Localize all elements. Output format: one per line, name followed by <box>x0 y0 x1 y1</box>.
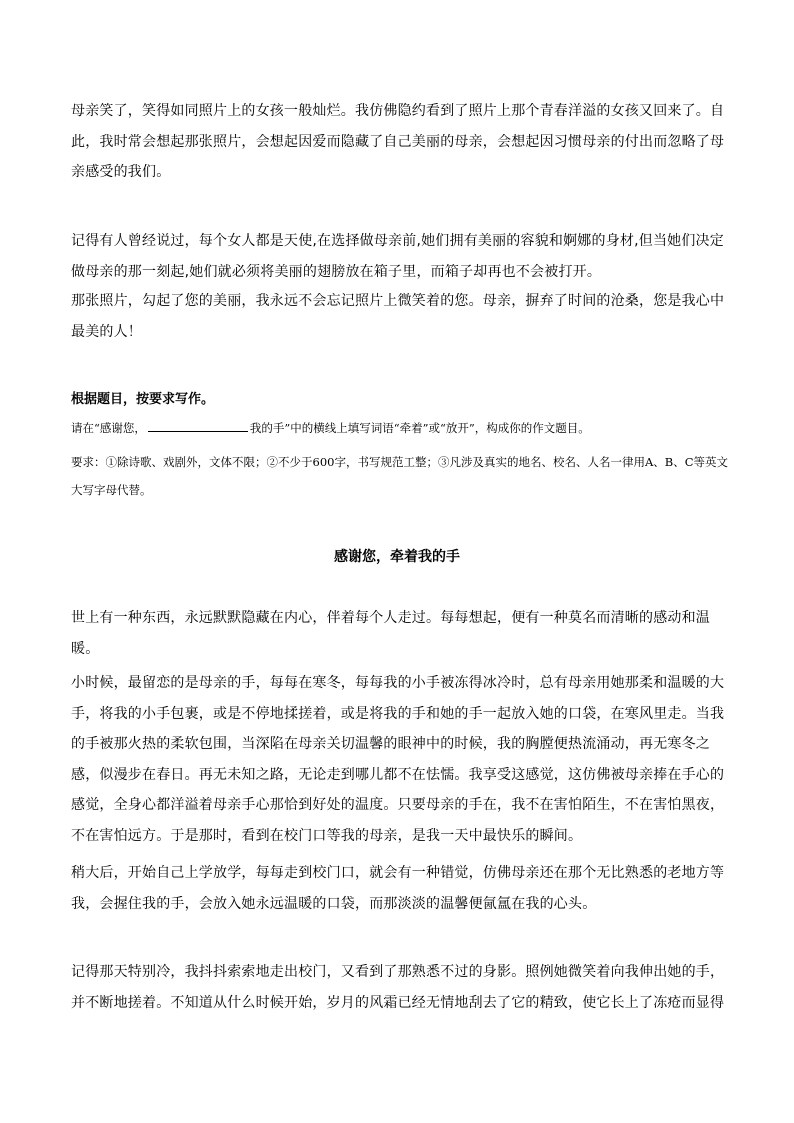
task-prompt-after: 我的手”中的横线上填写词语“牵着”或“放开”，构成你的作文题目。 <box>249 421 590 435</box>
task-heading: 根据题目，按要求写作。 <box>71 392 215 407</box>
paragraph: 那张照片，勾起了您的美丽，我永远不会忘记照片上微笑着的您。母亲，摒弃了时间的沧桑，您是我心中最美的人！ <box>71 293 725 340</box>
paragraph: 母亲笑了，笑得如同照片上的女孩一般灿烂。我仿佛隐约看到了照片上那个青春洋溢的女孩又回来了。自此，我时常会想起那张照片，会想起因爱而隐藏了自己美丽的母亲，会想起因习惯母亲的付出而忽略了母亲感受的我们。 <box>71 103 725 180</box>
essay-paragraph: 世上有一种东西，永远默默隐藏在内心，伴着每个人走过。每每想起，便有一种莫名而清晰的感动和温暖。 <box>71 610 710 657</box>
essay-title: 感谢您，牵着我的手 <box>334 549 460 565</box>
essay-paragraph: 小时候，最留恋的是母亲的手，每每在寒冬，每每我的小手被冻得冰冷时，总有母亲用她那柔和温暖的大手，将我的小手包裹，或是不停地揉搓着，或是将我的手和她的手一起放入她的口袋，在寒风里走。当我的手被那火热的柔软包围，当深陷在母亲关切温馨的眼神中的时候，我的胸膛便热流涌动，再无寒冬之感，似漫步在春日。再无未知之路，无论走到哪儿都不在怯懦。我享受这感觉，这仿佛被母亲捧在手心的感觉，全身心都洋溢着母亲手心那恰到好处的温度。只要母亲的手在，我不在害怕陌生，不在害怕黑夜，不在害怕远方。于是那时，看到在校门口等我的母亲，是我一天中最快乐的瞬间。 <box>71 675 725 844</box>
task-requirements: 要求：①除诗歌、戏剧外，文体不限；②不少于600字，书写规范工整；③凡涉及真实的地名、校名、人名一律用A、B、C等英文大写字母代替。 <box>71 455 728 497</box>
task-prompt <box>71 414 731 442</box>
paragraph: 记得有人曾经说过，每个女人都是天使,在选择做母亲前,她们拥有美丽的容貌和婀娜的身材,但当她们决定做母亲的那一刻起,她们就必须将美丽的翅膀放在箱子里，而箱子却再也不会被打开。 <box>71 233 724 280</box>
fill-in-blank <box>148 419 248 432</box>
task-prompt-before: 请在“感谢您， <box>71 421 146 435</box>
essay-paragraph: 记得那天特别冷，我抖抖索索地走出校门，又看到了那熟悉不过的身影。照例她微笑着向我伸出她的手，并不断地搓着。不知道从什么时候开始，岁月的风霜已经无情地刮去了它的精致，使它长上了冻疮而显得 <box>71 964 725 1011</box>
essay-paragraph: 稍大后，开始自己上学放学，每每走到校门口，就会有一种错觉，仿佛母亲还在那个无比熟悉的老地方等我，会握住我的手，会放入她永远温暖的口袋，而那淡淡的温馨便氤氲在我的心头。 <box>71 865 725 912</box>
